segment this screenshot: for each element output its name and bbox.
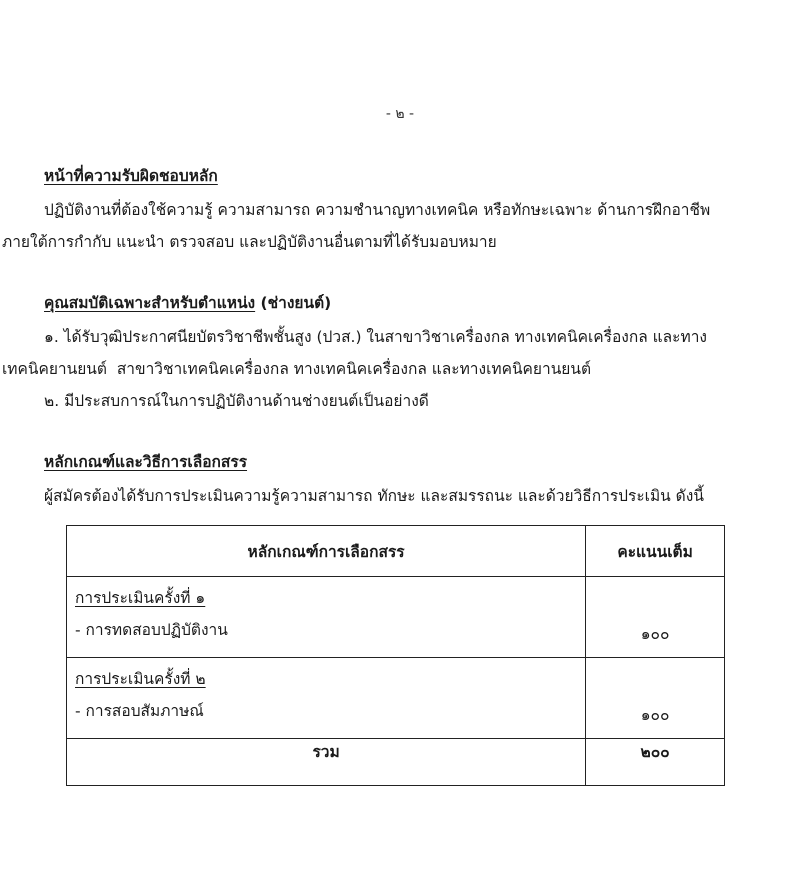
qualifications-heading-text: คุณสมบัติเฉพาะสำหรับตำแหน่ง [44,294,256,312]
table-row [67,658,725,739]
selection-intro: ผู้สมัครต้องได้รับการประเมินความรู้ความสามารถ ทักษะ และสมรรถนะ และด้วยวิธีการประเมิน ดังนี้ [44,487,704,505]
criteria-cell [67,577,586,658]
table-row [67,577,725,658]
total-score: ๒๐๐ [586,739,725,786]
duties-line-2: ภายใต้การกำกับ แนะนำ ตรวจสอบ และปฏิบัติงานอื่นตามที่ได้รับมอบหมาย [2,233,497,251]
duties-line-1: ปฏิบัติงานที่ต้องใช้ความรู้ ความสามารถ ความชำนาญทางเทคนิค หรือทักษะเฉพาะ ด้านการฝึกอาชีพ [44,201,711,219]
score-value: ๑๐๐ [640,625,670,643]
header-score: คะแนนเต็ม [586,526,725,577]
total-label: รวม [67,739,586,786]
assessment-item: - การทดสอบปฏิบัติงาน [75,621,228,639]
duties-heading: หน้าที่ความรับผิดชอบหลัก [44,167,218,185]
criteria-cell [67,658,586,739]
assessment-item: - การสอบสัมภาษณ์ [75,702,204,720]
assessment-title: การประเมินครั้งที่ ๒ [75,670,206,688]
table-total-row [67,739,725,786]
table-header-row [67,526,725,577]
criteria-table [66,525,725,786]
selection-heading: หลักเกณฑ์และวิธีการเลือกสรร [44,453,248,471]
score-cell [586,577,725,658]
qualification-item-1-line-2: เทคนิคยานยนต์ สาขาวิชาเทคนิคเครื่องกล ทางเทคนิคเครื่องกล และทางเทคนิคยานยนต์ [2,360,592,378]
score-value: ๑๐๐ [640,706,670,724]
qualification-item-2: ๒. มีประสบการณ์ในการปฏิบัติงานด้านช่างยนต์เป็นอย่างดี [44,392,429,410]
page-number: - ๒ - [385,106,415,122]
score-cell [586,658,725,739]
assessment-title: การประเมินครั้งที่ ๑ [75,589,206,607]
qualifications-heading-suffix: (ช่างยนต์) [255,294,332,312]
header-criteria: หลักเกณฑ์การเลือกสรร [67,526,586,577]
qualifications-heading [44,290,331,315]
qualification-item-1-line-1: ๑. ได้รับวุฒิประกาศนียบัตรวิชาชีพชั้นสูง (ปวส.) ในสาขาวิชาเครื่องกล ทางเทคนิคเครื่องกล และทาง [44,328,707,346]
